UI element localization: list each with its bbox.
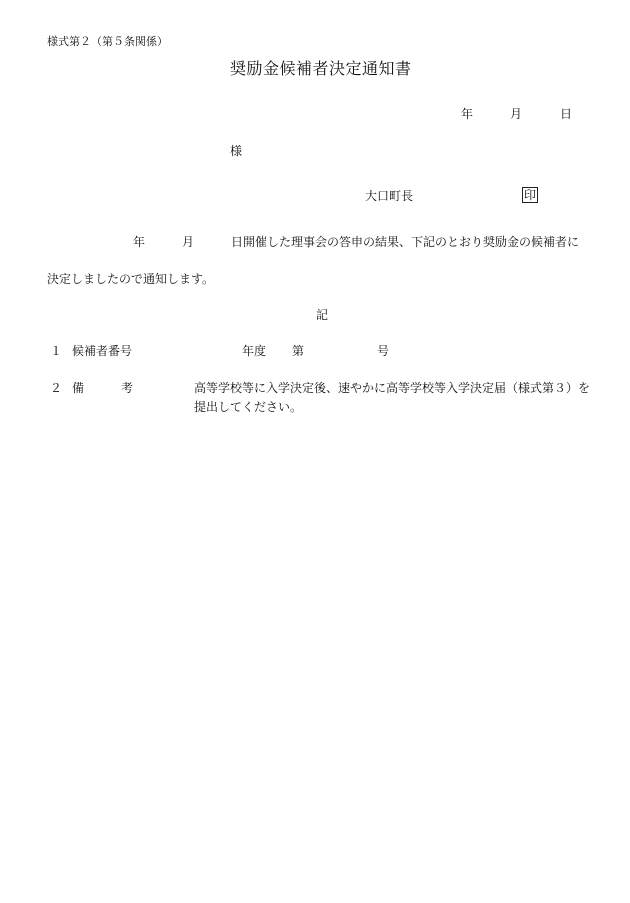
- remarks-line1: 高等学校等に入学決定後、速やかに高等学校等入学決定届（様式第３）を: [194, 381, 591, 395]
- date-day: 日: [560, 107, 573, 121]
- intro-month: 月: [182, 235, 195, 249]
- form-number: 様式第２（第５条関係）: [47, 35, 168, 48]
- date-year: 年: [461, 107, 474, 121]
- seal-mark: 印: [524, 188, 537, 202]
- date-month: 月: [510, 107, 523, 121]
- item-number: ２: [50, 381, 63, 395]
- fiscal-year-label: 年度: [242, 344, 267, 358]
- remarks-line2: 提出してください。: [194, 400, 303, 414]
- intro-year: 年: [133, 235, 146, 249]
- addressee-suffix: 様: [230, 144, 243, 158]
- document-title: 奨励金候補者決定通知書: [230, 59, 412, 78]
- go-label: 号: [377, 344, 390, 358]
- intro-line2: 決定しましたので通知します。: [47, 272, 215, 286]
- intro-line1: 日開催した理事会の答申の結果、下記のとおり奨励金の候補者に: [231, 235, 580, 249]
- dai-label: 第: [292, 344, 305, 358]
- item-label-part-b: 考: [121, 381, 134, 395]
- ki-heading: 記: [316, 308, 329, 322]
- item-label: 候補者番号: [72, 344, 133, 358]
- item-label-part-a: 備: [72, 381, 85, 395]
- item-number: １: [50, 344, 63, 358]
- issuer-name: 大口町長: [365, 189, 414, 203]
